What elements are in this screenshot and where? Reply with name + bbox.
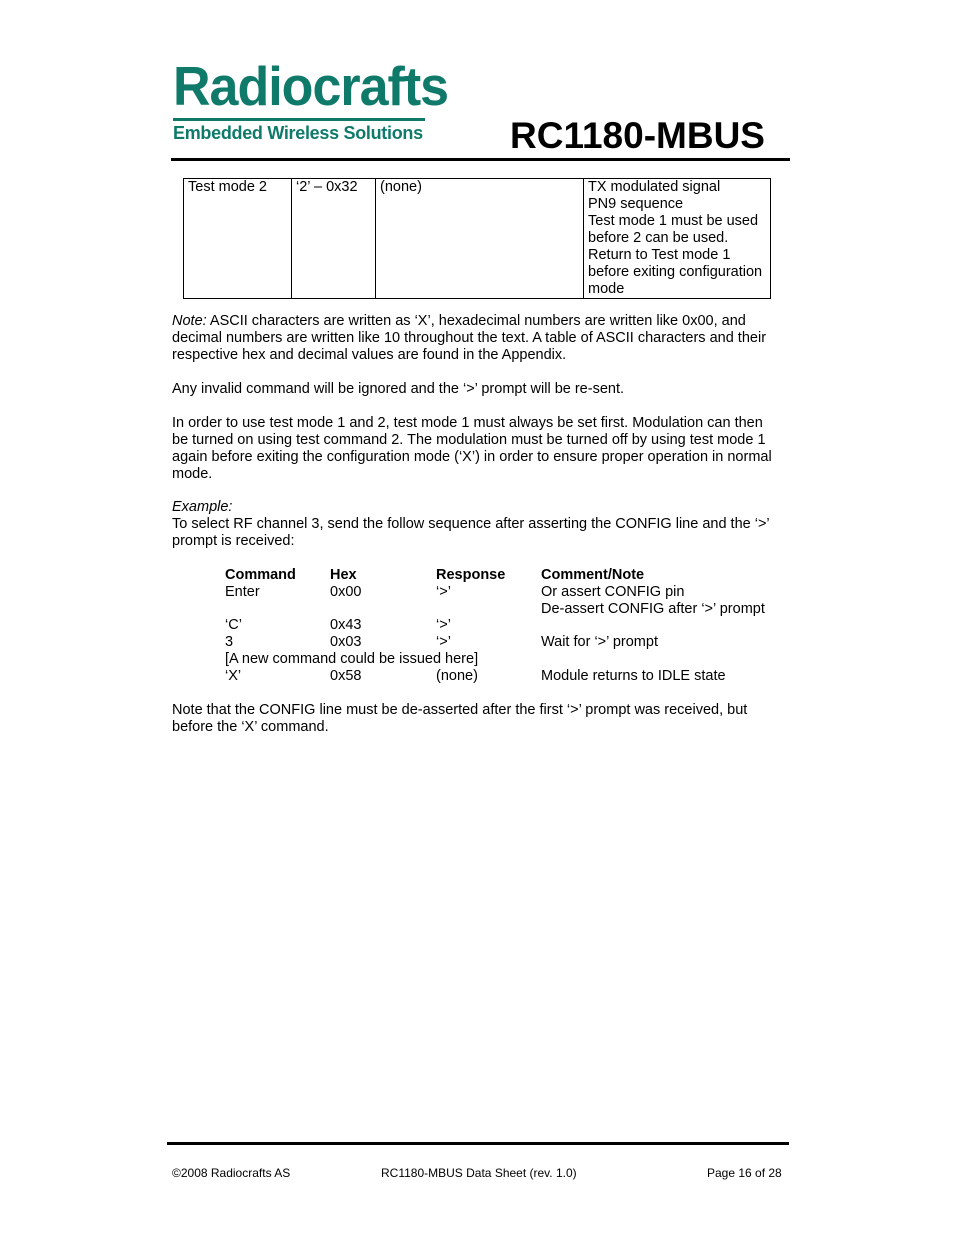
paragraph-line: Note that the CONFIG line must be de-asserted after the first ‘>’ prompt was received, but	[172, 702, 748, 718]
row-hex: 0x58	[330, 668, 362, 684]
row-hex: 0x00	[330, 584, 362, 600]
paragraph-line: before the ‘X’ command.	[172, 719, 329, 735]
test-mode-table	[183, 178, 771, 299]
header-response: Response	[436, 567, 506, 583]
footer-copyright: ©2008 Radiocrafts AS	[172, 1166, 291, 1180]
test-mode-paragraph	[172, 415, 787, 483]
paragraph-line: mode.	[172, 466, 213, 482]
note-line: before exiting configuration	[588, 264, 763, 280]
note-line: TX modulated signal	[588, 179, 721, 195]
row-comment: De-assert CONFIG after ‘>’ prompt	[541, 601, 765, 617]
invalid-command-paragraph: Any invalid command will be ignored and the ‘>’ prompt will be re-sent.	[172, 381, 625, 397]
table-cell-command: ‘2’ – 0x32	[292, 179, 376, 299]
row-hex: 0x43	[330, 617, 362, 633]
footer-page-number: Page 16 of 28	[707, 1166, 782, 1180]
table-row	[184, 179, 771, 299]
note-line: before 2 can be used.	[588, 230, 729, 246]
closing-note	[172, 702, 787, 736]
table-cell-name: Test mode 2	[184, 179, 292, 299]
note-line: Test mode 1 must be used	[588, 213, 759, 229]
row-command: [A new command could be issued here]	[225, 651, 479, 667]
example-intro: prompt is received:	[172, 533, 295, 549]
row-response: ‘>’	[436, 634, 451, 650]
footer-doc-reference: RC1180-MBUS Data Sheet (rev. 1.0)	[381, 1166, 577, 1180]
row-response: ‘>’	[436, 617, 451, 633]
note-text: respective hex and decimal values are found in the Appendix.	[172, 347, 567, 363]
row-command: ‘C’	[225, 617, 242, 633]
company-tagline: Embedded Wireless Solutions	[173, 123, 423, 143]
row-command: ‘X’	[225, 668, 242, 684]
header-command: Command	[225, 567, 296, 583]
example-section	[172, 499, 787, 550]
example-label: Example:	[172, 499, 233, 515]
note-label: Note:	[172, 313, 207, 329]
document-title: RC1180-MBUS	[510, 115, 765, 156]
row-comment: Module returns to IDLE state	[541, 668, 726, 684]
example-intro: To select RF channel 3, send the follow sequence after asserting the CONFIG line and the ‘>’	[172, 516, 770, 532]
note-line: PN9 sequence	[588, 196, 684, 212]
row-command: Enter	[225, 584, 260, 600]
note-paragraph	[172, 313, 787, 364]
row-comment: Or assert CONFIG pin	[541, 584, 685, 600]
paragraph-line: In order to use test mode 1 and 2, test mode 1 must always be set first. Modulation can then	[172, 415, 763, 431]
row-response: ‘>’	[436, 584, 451, 600]
row-comment: Wait for ‘>’ prompt	[541, 634, 658, 650]
header-hex: Hex	[330, 567, 357, 583]
row-command: 3	[225, 634, 234, 650]
note-text: ASCII characters are written as ‘X’, hexadecimal numbers are written like 0x00, and	[206, 313, 746, 329]
note-text: decimal numbers are written like 10 throughout the text. A table of ASCII characters and their	[172, 330, 767, 346]
header-comment: Comment/Note	[541, 567, 645, 583]
company-logo: Radiocrafts	[173, 56, 449, 118]
note-line: mode	[588, 281, 625, 297]
footer-divider	[167, 1142, 789, 1145]
header-divider	[171, 158, 790, 161]
row-response: (none)	[436, 668, 478, 684]
paragraph-line: be turned on using test command 2. The modulation must be turned off by using test mode 1	[172, 432, 766, 448]
note-line: Return to Test mode 1	[588, 247, 731, 263]
logo-underline	[173, 118, 425, 121]
table-cell-argument: (none)	[376, 179, 584, 299]
table-cell-notes	[584, 179, 771, 299]
paragraph-line: again before exiting the configuration mode (‘X’) in order to ensure proper operation in normal	[172, 449, 772, 465]
row-hex: 0x03	[330, 634, 362, 650]
